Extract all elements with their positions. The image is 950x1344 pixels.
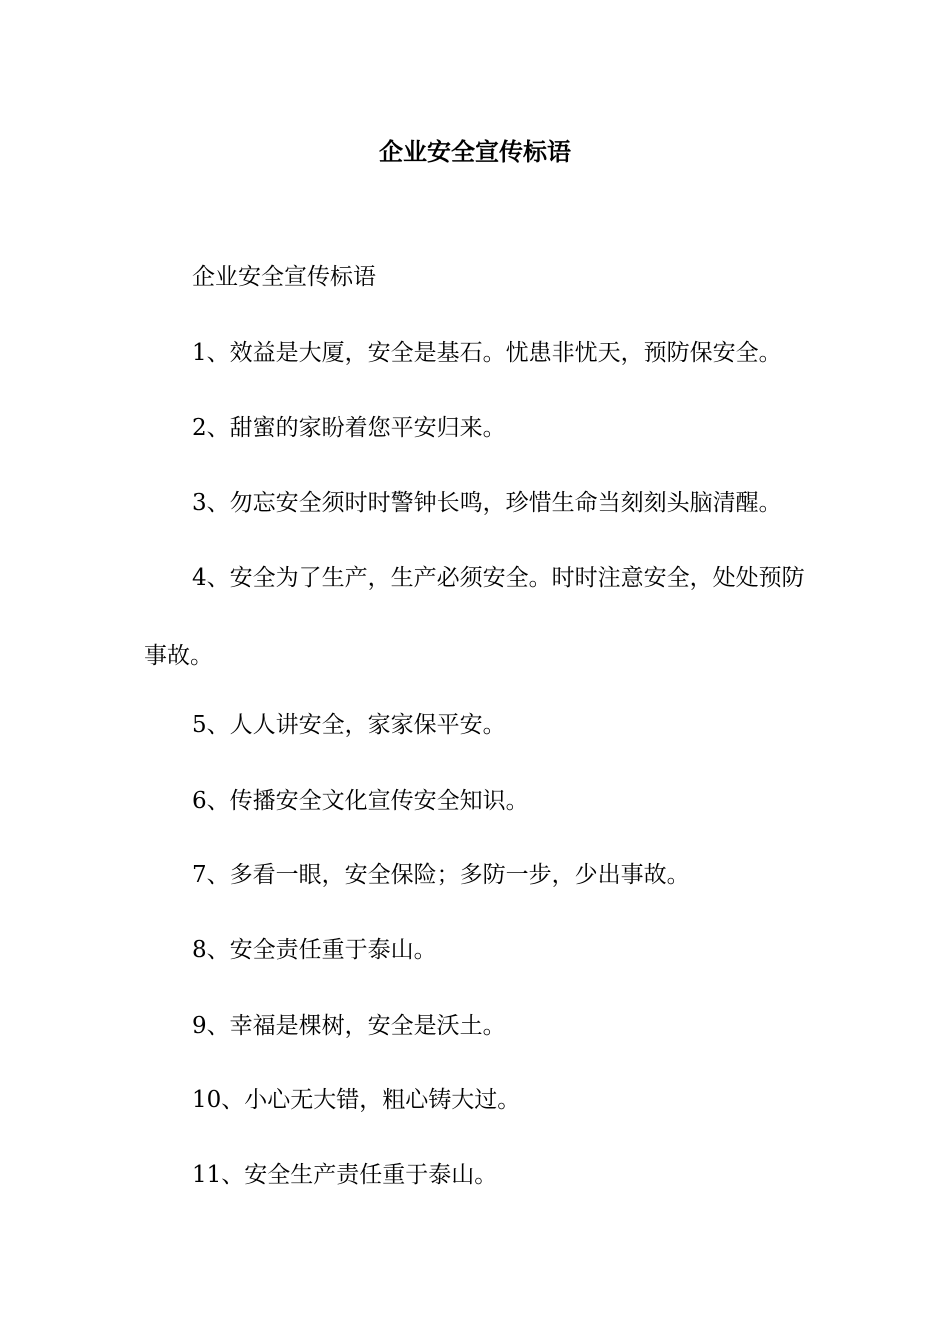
slogan-item-8: 8、安全责任重于泰山。 [192, 937, 437, 963]
slogan-item-10: 10、小心无大错，粗心铸大过。 [192, 1087, 521, 1113]
document-title: 企业安全宣传标语 [379, 137, 571, 166]
slogan-item-4: 4、安全为了生产，生产必须安全。时时注意安全，处处预防事故。 [144, 565, 805, 669]
slogan-item-9: 9、幸福是棵树，安全是沃土。 [192, 1013, 506, 1039]
slogan-item-5: 5、人人讲安全，家家保平安。 [192, 712, 506, 738]
slogan-item-6: 6、传播安全文化宣传安全知识。 [192, 788, 529, 814]
slogan-item-7: 7、多看一眼，安全保险；多防一步，少出事故。 [192, 862, 690, 888]
slogan-item-1: 1、效益是大厦，安全是基石。忧患非忧天，预防保安全。 [192, 340, 782, 366]
slogan-item-2: 2、甜蜜的家盼着您平安归来。 [192, 415, 506, 441]
slogan-item-11: 11、安全生产责任重于泰山。 [192, 1162, 498, 1188]
slogan-item-3: 3、勿忘安全须时时警钟长鸣，珍惜生命当刻刻头脑清醒。 [192, 490, 782, 516]
paragraph-heading: 企业安全宣传标语 [192, 264, 376, 290]
